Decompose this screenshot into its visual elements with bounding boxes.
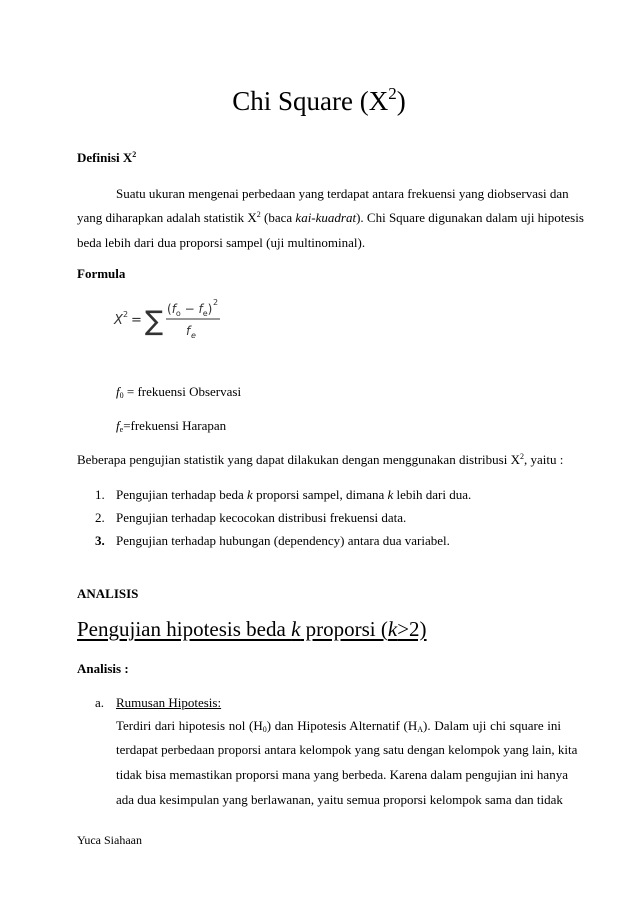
chi-square-formula-image bbox=[112, 293, 232, 345]
item-a-title: Rumusan Hipotesis: bbox=[116, 695, 222, 710]
analisis-heading: ANALISIS bbox=[77, 586, 139, 601]
svg-text:e: e bbox=[191, 331, 196, 340]
item-a-line-3: tidak bisa memastikan proporsi mana yang berbeda. Karena dalam pengujian ini hanya bbox=[116, 767, 568, 782]
legend-fo: $f_0$ = frekuensi Observasi bbox=[116, 384, 242, 400]
svg-text:2: 2 bbox=[213, 298, 219, 307]
svg-text:2: 2 bbox=[123, 310, 129, 319]
list-item-number: 2. bbox=[95, 510, 105, 525]
tests-intro: Beberapa pengujian statistik yang dapat dilakukan dengan menggunakan distribusi $X^2$, yaitu : bbox=[77, 452, 564, 467]
analisis-subheading: Analisis : bbox=[77, 661, 129, 676]
svg-text:(fo − fe): $(f_o - f_e)$ bbox=[167, 302, 213, 318]
item-a-letter: a. bbox=[95, 695, 105, 710]
svg-text:∑: ∑ bbox=[145, 306, 164, 337]
formula-heading: Formula bbox=[77, 266, 126, 281]
definisi-heading: Definisi $X^2$ bbox=[77, 150, 137, 165]
svg-text:X: X bbox=[114, 313, 123, 328]
definisi-line-1: Suatu ukuran mengenai perbedaan yang terdapat antara frekuensi yang diobservasi dan bbox=[116, 186, 569, 201]
item-a-line-1: Terdiri dari hipotesis nol $(H_0)$ dan Hipotesis Alternatif $(H_A)$. Dalam uji chi square ini bbox=[116, 718, 562, 734]
list-item: Pengujian terhadap kecocokan distribusi frekuensi data. bbox=[116, 510, 407, 525]
footer-author: Yuca Siahaan bbox=[77, 833, 142, 847]
item-a-line-2: terdapat perbedaan proporsi antara kelompok yang satu dengan kelompok yang lain, kita bbox=[116, 742, 578, 757]
list-item: Pengujian terhadap hubungan (dependency) antara dua variabel. bbox=[116, 533, 450, 548]
legend-fe: $f_e=frekuensi$ Harapan bbox=[116, 418, 227, 434]
definisi-line-3: beda lebih dari dua proporsi sampel (uji multinominal). bbox=[77, 235, 366, 250]
item-a-line-4: ada dua kesimpulan yang berlawanan, yaitu semua proporsi kelompok sama dan tidak bbox=[116, 792, 563, 807]
list-item: Pengujian terhadap beda k proporsi sampel, dimana k lebih dari dua. bbox=[116, 487, 472, 502]
page-title: Chi Square $(X^2)$ bbox=[232, 84, 406, 116]
list-item-number: 1. bbox=[95, 487, 105, 502]
definisi-line-2: yang diharapkan adalah statistik $X^2$ (baca kai-kuadrat). Chi Square digunakan dalam uji hipotesis bbox=[77, 210, 584, 225]
section-title: Pengujian hipotesis beda k proporsi (k>2) bbox=[77, 617, 427, 641]
list-item-number: 3. bbox=[95, 533, 105, 548]
svg-text:f: f bbox=[186, 324, 191, 338]
svg-text:=: = bbox=[131, 313, 142, 328]
